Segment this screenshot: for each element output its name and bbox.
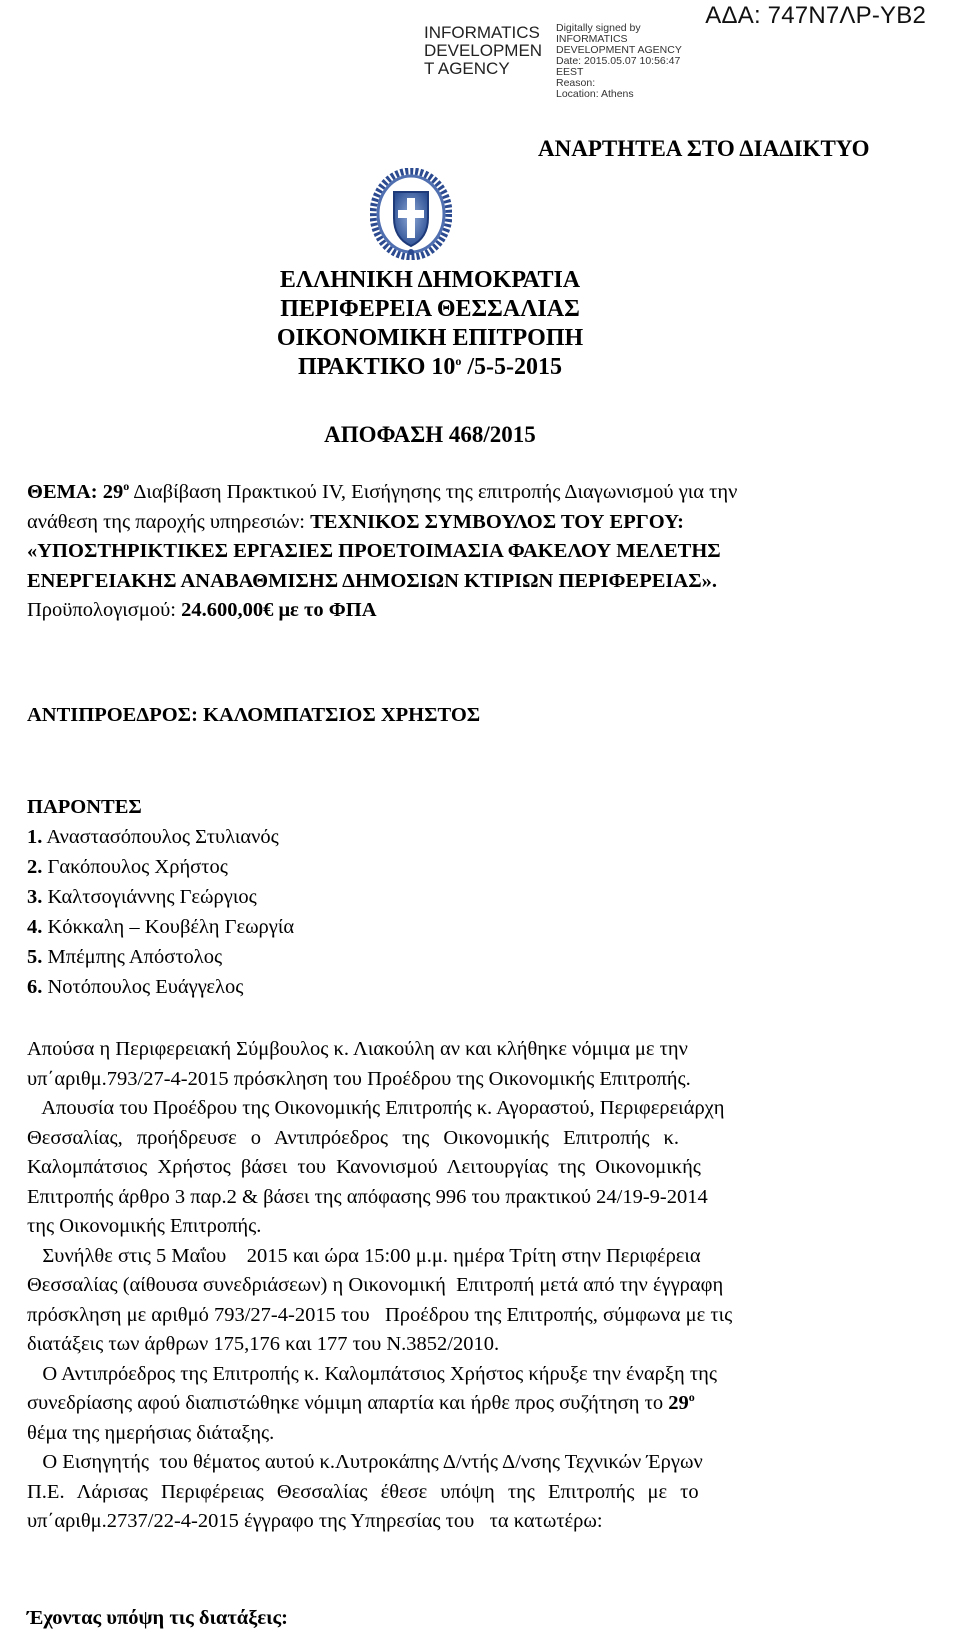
region-name: ΠΕΡΙΦΕΡΕΙΑ ΘΕΣΣΑΛΙΑΣ xyxy=(280,296,580,322)
subject-line-1: ΘΕΜΑ: $29^o$ Διαβίβαση Πρακτικού IV, Εισήγησης της επιτροπής Διαγωνισμού για την xyxy=(27,479,738,503)
list-item: 2. Γακόπουλος Χρήστος xyxy=(27,856,228,878)
subject-line-3: «ΥΠΟΣΤΗΡΙΚΤΙΚΕΣ ΕΡΓΑΣΙΕΣ ΠΡΟΕΤΟΙΜΑΣΙΑ ΦΑΚΕΛΟΥ ΜΕΛΕΤΗΣ xyxy=(27,540,721,562)
absent-note-line-1: Απούσα η Περιφερειακή Σύμβουλος κ. Λιακούλη αν και κλήθηκε νόμιμα με την xyxy=(27,1038,688,1060)
rapporteur-line-2: Π.Ε. Λάρισας Περιφέρειας Θεσσαλίας έθεσε υπόψη της Επιτροπής με το xyxy=(27,1480,699,1503)
minutes-body xyxy=(27,1035,927,1537)
chair-absence-line-1: Απουσία του Προέδρου της Οικονομικής Επιτροπής κ. Αγοραστού, Περιφερειάρχη xyxy=(27,1097,725,1119)
minutes-number: ΠΡΑΚΤΙΚΟ $10^o$ /5-5-2015 xyxy=(297,354,563,380)
present-title: ΠΑΡΟΝΤΕΣ xyxy=(27,796,142,818)
ada-code: ΑΔΑ: 747Ν7ΛΡ-ΥΒ2 xyxy=(705,2,926,29)
country-name: ΕΛΛΗΝΙΚΗ ΔΗΜΟΚΡΑΤΙΑ xyxy=(279,267,581,293)
posting-notice: ΑΝΑΡΤΗΤΕΑ ΣΤΟ ΔΙΑΔΙΚΤΥΟ xyxy=(538,136,870,161)
subject-line-2: ανάθεση της παροχής υπηρεσιών: ΤΕΧΝΙΚΟΣ ΣΥΜΒΟΥΛΟΣ ΤΟΥ ΕΡΓΟΥ: xyxy=(27,510,684,533)
meeting-line-1: Συνήλθε στις 5 Μαΐου 2015 και ώρα 15:00 μ.μ. ημέρα Τρίτη στην Περιφέρεια xyxy=(27,1244,701,1267)
signature-name: INFORMATICS DEVELOPMEN T AGENCY xyxy=(424,23,543,78)
opening-line-1: Ο Αντιπρόεδρος της Επιτροπής κ. Καλομπάτσιος Χρήστος κήρυξε την έναρξη της xyxy=(27,1362,717,1385)
absent-note-line-2: υπ΄αριθμ.793/27-4-2015 πρόσκληση του Προέδρου της Οικονομικής Επιτροπής. xyxy=(27,1067,691,1090)
committee-name: ΟΙΚΟΝΟΜΙΚΗ ΕΠΙΤΡΟΠΗ xyxy=(276,325,584,351)
list-item: 4. Κόκκαλη – Κουβέλη Γεωργία xyxy=(27,916,295,938)
subject-budget: Προϋπολογισμού: 24.600,00€ με το ΦΠΑ xyxy=(27,599,377,621)
meeting-line-2: Θεσσαλίας (αίθουσα συνεδριάσεων) η Οικονομική Επιτροπή μετά από την έγγραφη xyxy=(27,1274,724,1296)
issuer-header xyxy=(245,266,615,382)
signature-details: Digitally signed by INFORMATICS DEVELOPMENT AGENCY Date: 2015.05.07 10:56:47 EEST Reason: Location: Athens xyxy=(556,22,682,100)
chair-absence-line-5: της Οικονομικής Επιτροπής. xyxy=(27,1215,262,1237)
chair-absence-line-3: Καλομπάτσιος Χρήστος βάσει του Κανονισμού Λειτουργίας της Οικονομικής xyxy=(27,1156,701,1178)
greek-emblem-icon xyxy=(370,168,452,260)
list-item: 6. Νοτόπουλος Ευάγγελος xyxy=(27,976,244,998)
list-item: 3. Καλτσογιάννης Γεώργιος xyxy=(27,886,257,908)
chair-absence-line-4: Επιτροπής άρθρο 3 παρ.2 & βάσει της απόφασης 996 του πρακτικού 24/19-9-2014 xyxy=(27,1185,708,1208)
rapporteur-line-3: υπ΄αριθμ.2737/22-4-2015 έγγραφο της Υπηρεσίας του τα κατωτέρω: xyxy=(27,1510,603,1532)
subject-block xyxy=(27,478,927,626)
vice-chair: ΑΝΤΙΠΡΟΕΔΡΟΣ: ΚΑΛΟΜΠΑΤΣΙΟΣ ΧΡΗΣΤΟΣ xyxy=(27,704,481,726)
list-item: 5. Μπέμπης Απόστολος xyxy=(27,946,223,968)
chair-absence-line-2: Θεσσαλίας, προήδρευσε ο Αντιπρόεδρος της Οικονομικής Επιτροπής κ. xyxy=(27,1126,680,1149)
list-item: 1. Αναστασόπουλος Στυλιανός xyxy=(27,826,279,848)
decision-number: ΑΠΟΦΑΣΗ 468/2015 xyxy=(324,422,536,447)
considering-heading: Έχοντας υπόψη τις διατάξεις: xyxy=(27,1607,288,1629)
opening-line-2: συνεδρίασης αφού διαπιστώθηκε νόμιμη απαρτία και ήρθε προς συζήτηση το $29^o$ xyxy=(27,1390,695,1414)
meeting-line-3: πρόσκληση με αριθμό 793/27-4-2015 του Προέδρου της Επιτροπής, σύμφωνα με τις xyxy=(27,1303,733,1326)
present-members xyxy=(27,793,927,1003)
rapporteur-line-1: Ο Εισηγητής του θέματος αυτού κ.Λυτροκάπης Δ/ντής Δ/νσης Τεχνικών Έργων xyxy=(27,1451,703,1473)
subject-line-4: ΕΝΕΡΓΕΙΑΚΗΣ ΑΝΑΒΑΘΜΙΣΗΣ ΔΗΜΟΣΙΩΝ ΚΤΙΡΙΩΝ ΠΕΡΙΦΕΡΕΙΑΣ». xyxy=(27,569,717,592)
meeting-line-4: διατάξεις των άρθρων 175,176 και 177 του Ν.3852/2010. xyxy=(27,1333,500,1355)
opening-line-3: θέμα της ημερήσιας διάταξης. xyxy=(27,1421,275,1444)
